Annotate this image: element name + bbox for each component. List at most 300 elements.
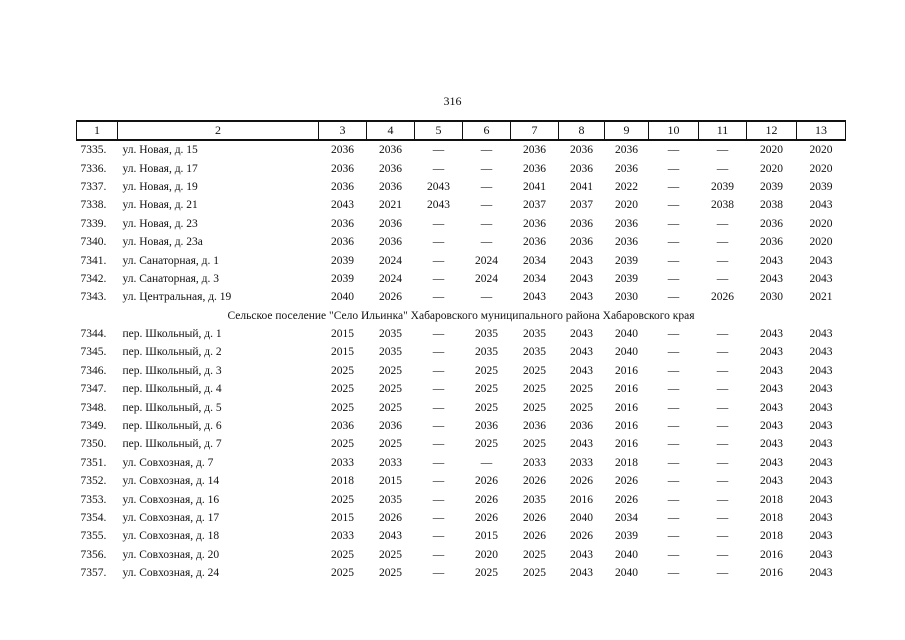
address-cell: пер. Школьный, д. 6: [122, 420, 222, 433]
year-cell: 2036: [379, 217, 402, 230]
table-row: [77, 490, 846, 508]
year-cell: 2026: [523, 512, 546, 524]
year-cell: —: [667, 328, 680, 341]
year-cell: —: [432, 144, 445, 157]
year-cell: 2039: [615, 254, 638, 267]
year-cell: 2015: [331, 328, 354, 341]
year-cell: —: [480, 291, 493, 304]
year-cell: —: [667, 512, 680, 524]
year-cell: —: [480, 199, 493, 212]
year-cell: 2018: [615, 456, 638, 469]
year-cell: 2035: [475, 328, 498, 341]
row-number: 7345.: [80, 346, 107, 359]
address-cell: ул. Новая, д. 21: [122, 199, 198, 212]
table-row: [77, 564, 846, 582]
year-cell: 2036: [331, 162, 354, 175]
year-cell: 2036: [615, 236, 638, 249]
year-cell: 2026: [711, 291, 734, 304]
year-cell: 2043: [570, 548, 593, 561]
year-cell: 2030: [760, 291, 783, 304]
year-cell: 2021: [809, 291, 833, 304]
year-cell: 2025: [523, 438, 546, 451]
year-cell: 2016: [615, 438, 638, 451]
year-cell: 2036: [331, 217, 354, 230]
year-cell: 2025: [379, 383, 402, 396]
row-number: 7343.: [80, 291, 107, 304]
year-cell: —: [716, 217, 729, 230]
year-cell: 2038: [711, 199, 734, 212]
year-cell: 2036: [615, 162, 638, 175]
year-cell: 2035: [523, 493, 546, 506]
address-cell: ул. Санаторная, д. 3: [122, 272, 219, 285]
year-cell: 2036: [379, 180, 402, 193]
year-cell: —: [667, 236, 680, 249]
year-cell: 2025: [475, 438, 498, 451]
table-row: [77, 215, 846, 233]
table-row: [77, 527, 846, 545]
year-cell: 2021: [379, 199, 402, 212]
year-cell: 2034: [615, 512, 638, 524]
address-cell: ул. Совхозная, д. 20: [122, 548, 220, 561]
year-cell: 2030: [615, 291, 638, 304]
year-cell: 2015: [331, 346, 354, 359]
year-cell: 2041: [523, 180, 546, 193]
year-cell: 2025: [570, 401, 593, 414]
table-body: [77, 140, 846, 582]
year-cell: —: [667, 420, 680, 433]
address-cell: ул. Совхозная, д. 16: [122, 493, 220, 506]
year-cell: 2018: [331, 475, 354, 488]
year-cell: 2043: [809, 383, 833, 396]
year-cell: —: [716, 272, 729, 285]
year-cell: 2016: [760, 548, 783, 561]
year-cell: —: [667, 493, 680, 506]
year-cell: —: [667, 162, 680, 175]
year-cell: 2037: [523, 199, 546, 212]
year-cell: 2025: [331, 383, 354, 396]
address-cell: ул. Центральная, д. 19: [122, 291, 232, 304]
row-number: 7351.: [80, 456, 107, 469]
year-cell: 2043: [570, 364, 593, 377]
year-cell: —: [716, 383, 729, 396]
year-cell: 2020: [809, 217, 833, 230]
year-cell: 2035: [379, 328, 402, 341]
table-row: [77, 233, 846, 251]
year-cell: 2016: [615, 364, 638, 377]
year-cell: 2020: [615, 199, 638, 212]
header-cell: 3: [319, 121, 367, 140]
year-cell: 2016: [760, 567, 783, 580]
year-cell: 2025: [331, 438, 354, 451]
row-number: 7354.: [80, 512, 107, 524]
year-cell: 2025: [475, 401, 498, 414]
table-row: [77, 454, 846, 472]
row-number: 7339.: [80, 217, 107, 230]
section-title: Сельское поселение "Село Ильинка" Хабаровского муниципального района Хабаровского края: [227, 309, 695, 322]
row-number: 7357.: [80, 567, 107, 580]
row-number: 7347.: [80, 383, 107, 396]
table-row: [77, 159, 846, 177]
year-cell: 2018: [760, 530, 783, 543]
year-cell: 2039: [711, 180, 734, 193]
year-cell: 2039: [331, 254, 354, 267]
address-cell: пер. Школьный, д. 7: [122, 438, 222, 451]
section-header-row: [77, 307, 846, 325]
year-cell: 2018: [760, 512, 783, 524]
year-cell: 2035: [523, 328, 546, 341]
year-cell: —: [432, 401, 445, 414]
table-row: [77, 196, 846, 214]
year-cell: 2025: [379, 401, 402, 414]
year-cell: —: [716, 236, 729, 249]
row-number: 7337.: [80, 180, 107, 193]
year-cell: 2043: [809, 199, 833, 212]
table-row: [77, 343, 846, 361]
year-cell: —: [432, 217, 445, 230]
year-cell: —: [716, 328, 729, 341]
year-cell: —: [716, 456, 729, 469]
year-cell: —: [667, 217, 680, 230]
year-cell: —: [667, 530, 680, 543]
year-cell: —: [432, 346, 445, 359]
address-cell: пер. Школьный, д. 4: [122, 383, 222, 396]
year-cell: 2043: [760, 328, 783, 341]
year-cell: 2020: [475, 548, 498, 561]
year-cell: 2024: [379, 272, 402, 285]
header-cell: 7: [511, 121, 559, 140]
row-number: 7353.: [80, 493, 107, 506]
year-cell: 2036: [331, 420, 354, 433]
address-cell: ул. Новая, д. 19: [122, 180, 198, 193]
year-cell: 2036: [570, 162, 593, 175]
address-cell: ул. Новая, д. 23а: [122, 236, 203, 249]
year-cell: —: [716, 512, 729, 524]
year-cell: 2039: [760, 180, 783, 193]
page-number: 316: [443, 94, 462, 108]
year-cell: —: [667, 383, 680, 396]
year-cell: 2043: [809, 272, 833, 285]
year-cell: 2026: [523, 475, 546, 488]
year-cell: 2043: [809, 548, 833, 561]
year-cell: 2024: [475, 272, 498, 285]
address-cell: ул. Совхозная, д. 18: [122, 530, 220, 543]
year-cell: 2025: [331, 548, 354, 561]
year-cell: 2043: [570, 272, 593, 285]
year-cell: 2036: [331, 236, 354, 249]
table-row: [77, 140, 846, 159]
year-cell: 2033: [523, 456, 546, 469]
header-cell: 5: [415, 121, 463, 140]
year-cell: 2043: [427, 180, 450, 193]
year-cell: 2043: [809, 512, 833, 524]
year-cell: —: [716, 144, 729, 157]
year-cell: 2040: [615, 567, 638, 580]
year-cell: —: [716, 364, 729, 377]
year-cell: 2043: [760, 475, 783, 488]
year-cell: 2033: [570, 456, 593, 469]
year-cell: —: [716, 493, 729, 506]
year-cell: —: [432, 420, 445, 433]
year-cell: 2043: [570, 254, 593, 267]
year-cell: 2026: [615, 475, 638, 488]
year-cell: 2026: [379, 291, 402, 304]
year-cell: 2015: [379, 475, 402, 488]
year-cell: 2043: [379, 530, 402, 543]
header-cell: 6: [463, 121, 511, 140]
year-cell: —: [667, 364, 680, 377]
year-cell: —: [432, 438, 445, 451]
year-cell: 2018: [760, 493, 783, 506]
year-cell: 2033: [331, 456, 354, 469]
table-row: [77, 362, 846, 380]
year-cell: 2043: [809, 364, 833, 377]
year-cell: 2025: [475, 383, 498, 396]
year-cell: 2016: [615, 420, 638, 433]
header-cell: 4: [367, 121, 415, 140]
year-cell: 2024: [379, 254, 402, 267]
year-cell: —: [480, 236, 493, 249]
year-cell: 2025: [523, 364, 546, 377]
address-cell: ул. Новая, д. 23: [122, 217, 198, 230]
housing-repair-table: [76, 120, 846, 582]
year-cell: 2036: [760, 217, 783, 230]
year-cell: 2025: [475, 364, 498, 377]
row-number: 7341.: [80, 254, 107, 267]
year-cell: 2025: [523, 567, 546, 580]
year-cell: 2025: [379, 438, 402, 451]
year-cell: —: [667, 548, 680, 561]
year-cell: 2036: [523, 420, 546, 433]
year-cell: 2026: [475, 493, 498, 506]
year-cell: 2025: [331, 567, 354, 580]
year-cell: 2043: [760, 420, 783, 433]
address-cell: ул. Совхозная, д. 17: [122, 512, 220, 524]
year-cell: —: [716, 548, 729, 561]
year-cell: 2043: [809, 567, 833, 580]
year-cell: 2043: [809, 438, 833, 451]
year-cell: 2036: [760, 236, 783, 249]
year-cell: —: [480, 217, 493, 230]
year-cell: 2033: [379, 456, 402, 469]
year-cell: 2043: [760, 456, 783, 469]
row-number: 7340.: [80, 236, 107, 249]
year-cell: —: [667, 401, 680, 414]
year-cell: —: [432, 236, 445, 249]
year-cell: 2043: [760, 272, 783, 285]
address-cell: ул. Совхозная, д. 14: [122, 475, 220, 488]
year-cell: 2016: [615, 401, 638, 414]
table-row: [77, 251, 846, 269]
year-cell: 2024: [475, 254, 498, 267]
year-cell: —: [432, 383, 445, 396]
row-number: 7355.: [80, 530, 107, 543]
year-cell: 2043: [570, 567, 593, 580]
year-cell: 2038: [760, 199, 783, 212]
address-cell: пер. Школьный, д. 3: [122, 364, 222, 377]
year-cell: 2025: [379, 548, 402, 561]
year-cell: —: [716, 346, 729, 359]
year-cell: —: [432, 162, 445, 175]
year-cell: 2034: [523, 254, 546, 267]
year-cell: —: [432, 456, 445, 469]
year-cell: 2025: [570, 383, 593, 396]
year-cell: 2040: [615, 328, 638, 341]
year-cell: —: [432, 254, 445, 267]
row-number: 7335.: [80, 144, 107, 157]
year-cell: 2035: [379, 493, 402, 506]
year-cell: —: [667, 456, 680, 469]
header-cell: 13: [797, 121, 846, 140]
row-number: 7348.: [80, 401, 107, 414]
year-cell: —: [716, 162, 729, 175]
year-cell: —: [667, 567, 680, 580]
year-cell: 2026: [379, 512, 402, 524]
year-cell: 2043: [760, 401, 783, 414]
year-cell: 2043: [809, 254, 833, 267]
table-row: [77, 546, 846, 564]
header-cell: 10: [649, 121, 699, 140]
year-cell: 2036: [570, 144, 593, 157]
year-cell: 2043: [809, 346, 833, 359]
year-cell: 2043: [809, 420, 833, 433]
header-cell: 12: [747, 121, 797, 140]
year-cell: 2015: [475, 530, 498, 543]
row-number: 7356.: [80, 548, 107, 561]
year-cell: 2037: [570, 199, 593, 212]
year-cell: 2036: [331, 144, 354, 157]
year-cell: —: [716, 401, 729, 414]
year-cell: 2035: [523, 346, 546, 359]
year-cell: 2026: [570, 475, 593, 488]
year-cell: 2025: [523, 401, 546, 414]
row-number: 7350.: [80, 438, 107, 451]
year-cell: 2043: [760, 364, 783, 377]
year-cell: —: [716, 567, 729, 580]
column-number-header: [77, 121, 846, 140]
table-row: [77, 325, 846, 343]
year-cell: —: [667, 272, 680, 285]
year-cell: 2036: [523, 162, 546, 175]
year-cell: —: [667, 180, 680, 193]
year-cell: —: [667, 291, 680, 304]
year-cell: 2043: [809, 456, 833, 469]
year-cell: 2036: [379, 144, 402, 157]
year-cell: 2039: [809, 180, 833, 193]
year-cell: 2043: [809, 530, 833, 543]
year-cell: —: [432, 475, 445, 488]
year-cell: 2040: [331, 291, 354, 304]
year-cell: —: [716, 254, 729, 267]
year-cell: 2026: [475, 512, 498, 524]
year-cell: —: [667, 144, 680, 157]
year-cell: 2025: [523, 383, 546, 396]
year-cell: —: [432, 567, 445, 580]
year-cell: 2036: [379, 236, 402, 249]
year-cell: 2043: [809, 475, 833, 488]
year-cell: —: [480, 180, 493, 193]
header-cell: 8: [559, 121, 605, 140]
year-cell: 2043: [570, 346, 593, 359]
year-cell: 2043: [809, 493, 833, 506]
year-cell: —: [716, 530, 729, 543]
year-cell: —: [432, 272, 445, 285]
year-cell: 2040: [570, 512, 593, 524]
year-cell: —: [432, 328, 445, 341]
year-cell: 2036: [379, 162, 402, 175]
year-cell: 2036: [570, 420, 593, 433]
row-number: 7344.: [80, 328, 107, 341]
year-cell: 2039: [615, 530, 638, 543]
year-cell: —: [432, 364, 445, 377]
year-cell: 2036: [570, 236, 593, 249]
year-cell: 2041: [570, 180, 593, 193]
row-number: 7342.: [80, 272, 107, 285]
year-cell: —: [480, 162, 493, 175]
table-row: [77, 417, 846, 435]
year-cell: 2040: [615, 548, 638, 561]
address-cell: ул. Совхозная, д. 24: [122, 567, 220, 580]
year-cell: 2043: [570, 291, 593, 304]
year-cell: 2022: [615, 180, 638, 193]
year-cell: 2025: [331, 364, 354, 377]
year-cell: 2020: [760, 144, 783, 157]
header-cell: 2: [118, 121, 319, 140]
year-cell: 2043: [760, 254, 783, 267]
year-cell: 2036: [615, 217, 638, 230]
year-cell: 2025: [523, 548, 546, 561]
table-row: [77, 178, 846, 196]
address-cell: ул. Санаторная, д. 1: [122, 254, 219, 267]
year-cell: 2039: [331, 272, 354, 285]
year-cell: 2026: [475, 475, 498, 488]
year-cell: 2043: [331, 199, 354, 212]
header-cell: 9: [605, 121, 649, 140]
year-cell: —: [432, 548, 445, 561]
row-number: 7346.: [80, 364, 107, 377]
address-cell: ул. Новая, д. 17: [122, 162, 198, 175]
table-row: [77, 509, 846, 527]
row-number: 7352.: [80, 475, 107, 488]
year-cell: 2043: [760, 438, 783, 451]
year-cell: —: [667, 254, 680, 267]
year-cell: —: [432, 291, 445, 304]
year-cell: 2026: [523, 530, 546, 543]
year-cell: —: [480, 144, 493, 157]
year-cell: 2034: [523, 272, 546, 285]
year-cell: 2020: [760, 162, 783, 175]
year-cell: 2035: [475, 346, 498, 359]
year-cell: 2043: [809, 401, 833, 414]
row-number: 7338.: [80, 199, 107, 212]
year-cell: 2025: [331, 401, 354, 414]
row-number: 7336.: [80, 162, 107, 175]
address-cell: ул. Совхозная, д. 7: [122, 456, 214, 469]
year-cell: 2033: [331, 530, 354, 543]
address-cell: пер. Школьный, д. 5: [122, 401, 222, 414]
year-cell: 2036: [523, 144, 546, 157]
table-row: [77, 398, 846, 416]
year-cell: 2025: [379, 364, 402, 377]
year-cell: —: [716, 420, 729, 433]
year-cell: —: [432, 512, 445, 524]
year-cell: 2020: [809, 144, 833, 157]
header-cell: 1: [77, 121, 118, 140]
year-cell: —: [432, 530, 445, 543]
year-cell: 2036: [615, 144, 638, 157]
year-cell: 2036: [570, 217, 593, 230]
address-cell: пер. Школьный, д. 2: [122, 346, 222, 359]
table-row: [77, 270, 846, 288]
